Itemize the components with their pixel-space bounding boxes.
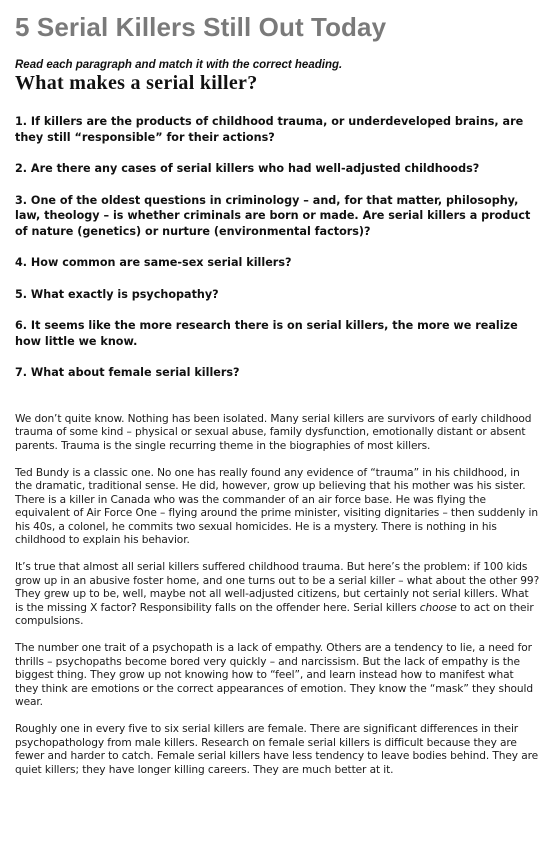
paragraph-1: We don’t quite know. Nothing has been isolated. Many serial killers are survivors of early childhood trauma of some kind – physical or sexual abuse, family dysfunction, emotionally distant or absent parents. Trauma is the single recurring theme in the biographies of most killers. [15,412,532,452]
instruction-text: Read each paragraph and match it with the correct heading. [15,59,343,71]
question-item-2: 2. Are there any cases of serial killers who had well-adjusted childhoods? [15,162,480,175]
question-item-7: 7. What about female serial killers? [15,366,240,379]
question-item-4: 4. How common are same-sex serial killers? [15,256,292,269]
paragraph-2: Ted Bundy is a classic one. No one has really found any evidence of “trauma” in his childhood, in the dramatic, traditional sense. He did, however, grow up believing that his mother was his sister. There is a killer in Canada who was the commander of an air force base. He was flying the equivalent of Air Force One – flying around the prime minister, visiting dignitaries – then suddenly in his 40s, a colonel, he commits two sexual homicides. He is a mystery. There is nothing in his childhood to explain his behavior. [15,466,538,546]
paragraph-5: Roughly one in every five to six serial killers are female. There are significant differences in their psychopathology from male killers. Research on female serial killers is difficult because they are fewer and harder to catch. Female serial killers have less tendency to leave bodies behind. They are quiet killers; they have longer killing careers. They are much better at it. [15,723,539,776]
question-list [15,114,540,381]
paragraph-list [15,413,540,778]
paragraph-3-text-before: It’s true that almost all serial killers suffered childhood trauma. But here’s the problem: if 100 kids grow up in an abusive foster home, and one turns out to be a serial killer – what about the other 99? They grew up to be, well, maybe not all well-adjusted citizens, but certainly not serial killers. What is the missing X factor? Responsibility falls on the offender here. Serial killers [15,561,540,614]
paragraph-3-emphasis: choose [419,601,457,614]
paragraph-3 [15,561,540,629]
paragraph-3-text-after: to act on their compulsions. [15,601,534,627]
question-item-3: 3. One of the oldest questions in criminology – and, for that matter, philosophy, law, theology – is whether criminals are born or made. Are serial killers a product of nature (genetics) or nurture (environmental factors)? [15,193,531,238]
worksheet-page [0,12,552,777]
question-item-1: 1. If killers are the products of childhood trauma, or underdeveloped brains, are they still “responsible” for their actions? [15,115,524,144]
question-item-6: 6. It seems like the more research there is on serial killers, the more we realize how little we know. [15,319,518,348]
paragraph-4: The number one trait of a psychopath is a lack of empathy. Others are a tendency to lie, a need for thrills – psychopaths become bored very quickly – and narcissism. But the lack of empathy is the biggest thing. They grow up not knowing how to “feel”, and learn instead how to manifest what they think are emotions or the correct appearances of emotion. They know the “mask” they should wear. [15,642,534,708]
page-title: 5 Serial Killers Still Out Today [15,12,387,42]
section-heading: What makes a serial killer? [15,72,258,94]
question-item-5: 5. What exactly is psychopathy? [15,287,219,301]
